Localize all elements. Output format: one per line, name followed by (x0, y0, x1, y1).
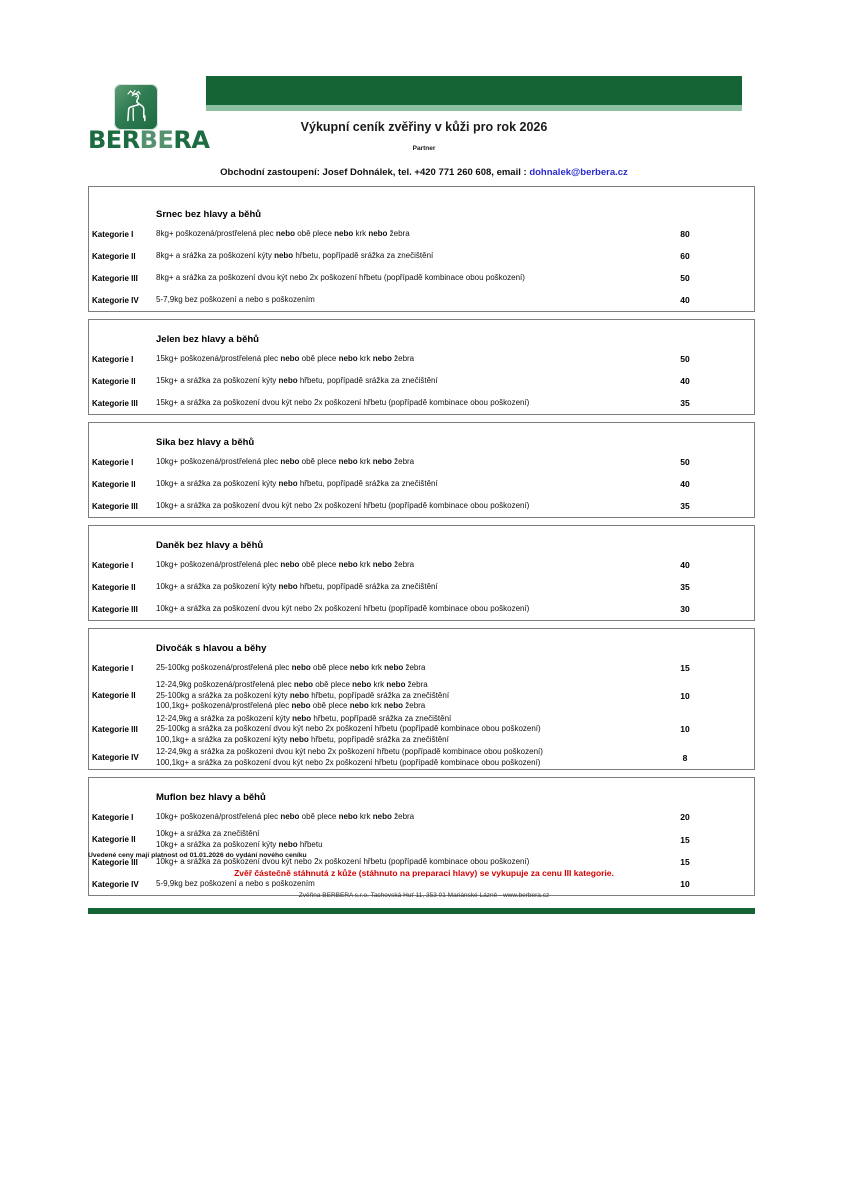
description-cell (156, 251, 642, 262)
description-line: 8kg+ a srážka za poškození dvou kýt nebo 2x poškození hřbetu (popřípadě kombinace obou poškození) (156, 272, 525, 282)
table-row (89, 828, 754, 851)
header-green-bar-shadow (206, 105, 742, 111)
table-row (89, 267, 754, 289)
description-line: 10kg+ a srážka za poškození dvou kýt nebo 2x poškození hřbetu (popřípadě kombinace obou poškození) (156, 856, 530, 866)
description-line: 25-100kg a srážka za poškození dvou kýt nebo 2x poškození hřbetu (popřípadě kombinace obou poškození) (156, 724, 541, 733)
price-value: 80 (680, 229, 690, 239)
description-cell (156, 879, 642, 890)
description-line: 10kg+ a srážka za poškození dvou kýt nebo 2x poškození hřbetu (popřípadě kombinace obou poškození) (156, 500, 530, 510)
description-cell (156, 829, 642, 850)
table-row (89, 245, 754, 267)
category-label: Kategorie III (92, 604, 138, 614)
description-line: 10kg+ poškozená/prostřelená plec nebo obě plece nebo krk nebo žebra (156, 811, 415, 821)
price-value: 40 (680, 560, 690, 570)
description-line: 25-100kg poškozená/prostřelená plec nebo obě plece nebo krk nebo žebra (156, 662, 426, 672)
table-row (89, 713, 754, 747)
table-row (89, 392, 754, 414)
section-title: Srnec bez hlavy a běhů (156, 209, 262, 220)
category-label: Kategorie II (92, 376, 136, 386)
category-label: Kategorie I (92, 229, 134, 239)
price-value: 30 (680, 604, 690, 614)
description-line: 10kg+ a srážka za poškození kýty nebo hřbetu (156, 839, 323, 849)
description-line: 100,1kg+ a srážka za poškození dvou kýt nebo 2x poškození hřbetu (popřípadě kombinace obou poškození) (156, 757, 541, 767)
category-label: Kategorie I (92, 812, 134, 822)
price-section (88, 422, 755, 518)
price-value: 15 (680, 663, 690, 673)
header-green-bar (206, 76, 742, 105)
description-line: 5-9,9kg bez poškození a nebo s poškozením (156, 878, 315, 888)
logo-word-part-2: BE (139, 126, 174, 154)
section-title-row (89, 629, 754, 657)
section-title-row (89, 187, 754, 223)
section-title: Muflon bez hlavy a běhů (156, 792, 266, 803)
document-header (0, 0, 848, 190)
price-value: 10 (680, 879, 690, 889)
contact-text: Obchodní zastoupení: Josef Dohnálek, tel. +420 771 260 608, email : (220, 167, 530, 178)
company-address-line: Zvěřina BERBERA s.r.o. Tachovská Huť 11, 353 01 Mariánské Lázně - www.berbera.cz (298, 892, 550, 899)
validity-note: Uvedené ceny mají platnost od 01.01.2026 do vydání nového ceníku (88, 852, 307, 859)
description-cell (156, 457, 642, 468)
price-sections (88, 186, 755, 903)
description-line: 8kg+ poškozená/prostřelená plec nebo obě plece nebo krk nebo žebra (156, 228, 410, 238)
category-label: Kategorie I (92, 457, 134, 467)
section-title-row (89, 526, 754, 554)
price-value: 35 (680, 398, 690, 408)
section-title: Sika bez hlavy a běhů (156, 437, 255, 448)
description-line: 15kg+ poškozená/prostřelená plec nebo obě plece nebo krk nebo žebra (156, 353, 415, 363)
price-value: 20 (680, 812, 690, 822)
description-line: 12-24,9kg a srážka za poškození kýty nebo hřbetu, popřípadě srážka za znečištění (156, 713, 452, 723)
description-cell (156, 747, 642, 768)
category-label: Kategorie I (92, 663, 134, 673)
category-label: Kategorie I (92, 560, 134, 570)
description-cell (156, 229, 642, 240)
price-value: 60 (680, 251, 690, 261)
description-cell (156, 354, 642, 365)
price-value: 35 (680, 501, 690, 511)
table-row (89, 679, 754, 713)
description-line: 10kg+ a srážka za poškození kýty nebo hřbetu, popřípadě srážka za znečištění (156, 581, 438, 591)
price-section (88, 525, 755, 621)
table-row (89, 495, 754, 517)
description-cell (156, 604, 642, 615)
description-line: 12-24,9kg a srážka za poškození dvou kýt nebo 2x poškození hřbetu (popřípadě kombinace obou poškození) (156, 747, 543, 756)
logo-word-part-3: RA (173, 126, 210, 154)
description-line: 8kg+ a srážka za poškození kýty nebo hřbetu, popřípadě srážka za znečištění (156, 250, 434, 260)
price-value: 40 (680, 479, 690, 489)
partial-skin-note: Zvěř částečně stáhnutá z kůže (stáhnuto na preparaci hlavy) se vykupuje za cenu III kategorie. (234, 868, 614, 878)
section-title: Divočák s hlavou a běhy (156, 643, 267, 654)
description-cell (156, 273, 642, 284)
category-label: Kategorie III (92, 501, 138, 511)
description-line: 25-100kg a srážka za poškození kýty nebo hřbetu, popřípadě srážka za znečištění (156, 690, 450, 700)
price-value: 40 (680, 376, 690, 386)
description-line: 5-7,9kg bez poškození a nebo s poškozením (156, 294, 315, 304)
description-line: 15kg+ a srážka za poškození dvou kýt nebo 2x poškození hřbetu (popřípadě kombinace obou poškození) (156, 397, 530, 407)
price-value: 8 (682, 752, 688, 763)
description-cell (156, 501, 642, 512)
description-cell (156, 680, 642, 712)
description-line: 100,1kg+ poškozená/prostřelená plec nebo obě plece nebo krk nebo žebra (156, 701, 426, 710)
table-row (89, 289, 754, 311)
description-cell (156, 479, 642, 490)
table-row (89, 348, 754, 370)
table-row (89, 554, 754, 576)
category-label: Kategorie II (92, 582, 136, 592)
price-value: 15 (680, 834, 690, 845)
description-line: 10kg+ a srážka za poškození dvou kýt nebo 2x poškození hřbetu (popřípadě kombinace obou poškození) (156, 603, 530, 613)
table-row (89, 806, 754, 828)
description-cell (156, 376, 642, 387)
section-title-row (89, 778, 754, 806)
price-section (88, 628, 755, 770)
price-section (88, 777, 755, 896)
category-label: Kategorie IV (92, 879, 139, 889)
price-value: 40 (680, 295, 690, 305)
section-title-row (89, 320, 754, 348)
category-label: Kategorie II (92, 691, 136, 701)
table-row (89, 598, 754, 620)
category-label: Kategorie IV (92, 753, 139, 762)
page-subtitle: Partner (412, 145, 436, 152)
price-section (88, 186, 755, 312)
category-label: Kategorie I (92, 354, 134, 364)
table-row (89, 576, 754, 598)
table-row (89, 451, 754, 473)
description-cell (156, 398, 642, 409)
description-line: 15kg+ a srážka za poškození kýty nebo hřbetu, popřípadě srážka za znečištění (156, 375, 438, 385)
description-line: 12-24,9kg poškozená/prostřelená plec nebo obě plece nebo krk nebo žebra (156, 680, 428, 689)
description-cell (156, 560, 642, 571)
price-value: 35 (680, 582, 690, 592)
contact-line (0, 167, 848, 178)
price-value: 10 (680, 724, 690, 735)
description-cell (156, 663, 642, 674)
section-title-row (89, 423, 754, 451)
section-title: Daněk bez hlavy a běhů (156, 540, 264, 551)
table-row (89, 657, 754, 679)
contact-email-link[interactable]: dohnalek@berbera.cz (529, 167, 628, 178)
table-row (89, 746, 754, 769)
description-cell (156, 582, 642, 593)
category-label: Kategorie III (92, 724, 138, 734)
price-value: 15 (680, 857, 690, 867)
price-value: 50 (680, 457, 690, 467)
category-label: Kategorie II (92, 835, 136, 844)
description-cell (156, 714, 642, 746)
category-label: Kategorie III (92, 398, 138, 408)
page-title: Výkupní ceník zvěřiny v kůži pro rok 2026 (300, 120, 548, 134)
logo-word-part-1: BER (88, 126, 140, 154)
price-value: 50 (680, 354, 690, 364)
table-row (89, 473, 754, 495)
description-line: 10kg+ a srážka za znečištění (156, 829, 260, 838)
description-cell (156, 295, 642, 306)
section-title: Jelen bez hlavy a běhů (156, 334, 259, 345)
description-line: 10kg+ poškozená/prostřelená plec nebo obě plece nebo krk nebo žebra (156, 559, 415, 569)
category-label: Kategorie III (92, 857, 138, 867)
table-row (89, 223, 754, 245)
price-value: 50 (680, 273, 690, 283)
price-value: 10 (680, 690, 690, 701)
footer-green-bar (88, 908, 755, 914)
description-cell (156, 812, 642, 823)
category-label: Kategorie II (92, 479, 136, 489)
description-line: 10kg+ a srážka za poškození kýty nebo hřbetu, popřípadě srážka za znečištění (156, 478, 438, 488)
table-row (89, 370, 754, 392)
price-section (88, 319, 755, 415)
description-line: 10kg+ poškozená/prostřelená plec nebo obě plece nebo krk nebo žebra (156, 456, 415, 466)
category-label: Kategorie II (92, 251, 136, 261)
category-label: Kategorie IV (92, 295, 139, 305)
description-line: 100,1kg+ a srážka za poškození kýty nebo hřbetu, popřípadě srážka za znečištění (156, 734, 449, 744)
category-label: Kategorie III (92, 273, 138, 283)
